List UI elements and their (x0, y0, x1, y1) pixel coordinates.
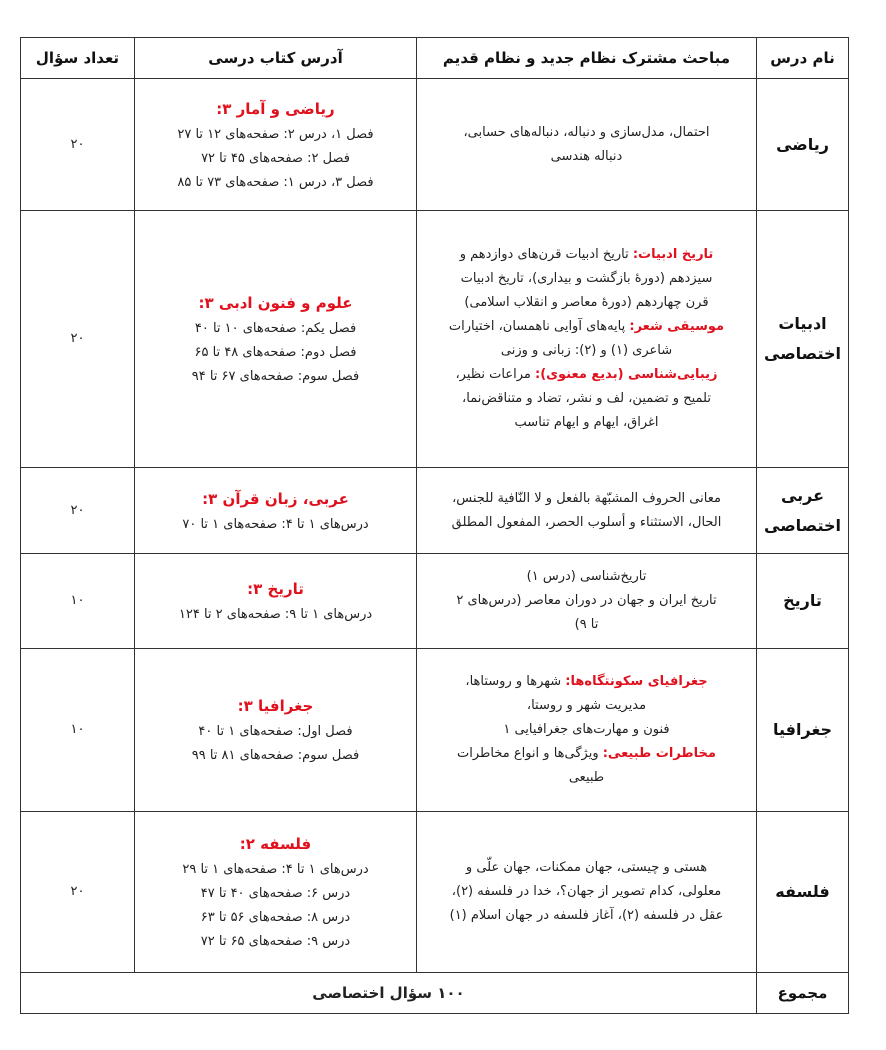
topic-text: تاریخ ادبیات قرن‌های دوازدهم و (459, 247, 633, 262)
address-line: فصل ۱، درس ۲: صفحه‌های ۱۲ تا ۲۷ (177, 126, 374, 142)
address-line: فصل دوم: صفحه‌های ۴۸ تا ۶۵ (194, 345, 357, 360)
exam-topics-table (20, 37, 849, 1014)
topic-line (423, 267, 750, 291)
topic-text: مراعات نظیر، (455, 367, 535, 382)
table-row (21, 649, 849, 812)
book-title: فلسفه ۲: (239, 835, 312, 853)
topic-text: معانی الحروف المشبّهة بالفعل و لا النّافیة للجنس، (452, 490, 721, 506)
address-line: درس ۸: صفحه‌های ۵۶ تا ۶۳ (200, 910, 351, 925)
topic-line (423, 670, 750, 694)
topic-heading: جغرافیای سکونتگاه‌ها: (565, 674, 708, 689)
topics-cell (417, 554, 757, 649)
topic-text: تا ۹) (574, 617, 599, 632)
subject-name-line: ریاضی (776, 134, 829, 154)
topic-line (423, 742, 750, 766)
address-cell (135, 649, 417, 812)
topic-text: اغراق، ایهام و ایهام تناسب (514, 415, 659, 430)
subject-name-line: اختصاصی (764, 344, 841, 363)
total-label: مجموع (757, 973, 849, 1014)
topic-line (423, 565, 750, 589)
address-cell (135, 554, 417, 649)
subject-name (757, 649, 849, 812)
subject-name (757, 554, 849, 649)
header-topics: مباحث مشترک نظام جدید و نظام قدیم (417, 38, 757, 79)
topics-cell (417, 649, 757, 812)
address-cell (135, 468, 417, 554)
topic-line (423, 387, 750, 411)
subject-name-line: عربی (780, 485, 825, 505)
subject-name (757, 79, 849, 211)
topics-cell (417, 468, 757, 554)
topic-line (423, 856, 750, 880)
subject-name-line: تاریخ (783, 591, 822, 610)
header-row (21, 38, 849, 79)
question-count: ۲۰ (21, 79, 135, 211)
subject-name (757, 211, 849, 468)
address-line: درس ۹: صفحه‌های ۶۵ تا ۷۲ (200, 934, 351, 949)
topic-text: عقل در فلسفه (۲)، آغاز فلسفه در جهان اسلام (۱) (449, 908, 724, 923)
address-line: درس ۶: صفحه‌های ۴۰ تا ۴۷ (200, 886, 351, 901)
topic-text: طبیعی (568, 770, 605, 785)
topics-cell (417, 812, 757, 973)
address-line: فصل سوم: صفحه‌های ۸۱ تا ۹۹ (191, 748, 360, 763)
topic-text: مدیریت شهر و روستا، (526, 698, 647, 713)
topic-line (423, 880, 750, 904)
topic-line (423, 411, 750, 435)
topic-heading: تاریخ ادبیات: (632, 247, 714, 262)
topics-cell (417, 79, 757, 211)
topic-line (423, 613, 750, 637)
topic-line (423, 766, 750, 790)
topic-line (423, 694, 750, 718)
topic-line (423, 291, 750, 315)
book-title: ریاضی و آمار ۳: (216, 99, 335, 118)
topic-text: دنباله هندسی (550, 148, 623, 164)
address-line: فصل یکم: صفحه‌های ۱۰ تا ۴۰ (194, 321, 357, 336)
topic-line (423, 243, 750, 267)
topic-line (423, 904, 750, 928)
address-cell (135, 812, 417, 973)
question-count: ۱۰ (21, 554, 135, 649)
address-line: درس‌های ۱ تا ۴: صفحه‌های ۱ تا ۷۰ (182, 516, 369, 532)
topic-text: تاریخ‌شناسی (درس ۱) (526, 569, 647, 584)
address-line: فصل ۲: صفحه‌های ۴۵ تا ۷۲ (201, 150, 350, 166)
topic-text: سیزدهم (دورهٔ بازگشت و بیداری)، تاریخ ادبیات (460, 271, 713, 286)
topic-text: شهرها و روستاها، (465, 674, 566, 689)
table-row (21, 812, 849, 973)
address-cell (135, 79, 417, 211)
topic-line (423, 121, 750, 145)
header-count: تعداد سؤال (21, 38, 135, 79)
question-count: ۲۰ (21, 812, 135, 973)
topic-text: ویژگی‌ها و انواع مخاطرات (457, 746, 603, 761)
header-address: آدرس کتاب درسی (135, 38, 417, 79)
topic-text: احتمال، مدل‌سازی و دنباله، دنباله‌های حسابی، (463, 124, 710, 140)
address-cell (135, 211, 417, 468)
topic-line (423, 315, 750, 339)
topic-heading: زیبایی‌شناسی (بدیع معنوی): (535, 367, 718, 382)
topic-text: تاریخ ایران و جهان در دوران معاصر (درس‌های ۲ (456, 593, 717, 608)
question-count: ۲۰ (21, 211, 135, 468)
topic-line (423, 511, 750, 535)
total-row (21, 973, 849, 1014)
table-row (21, 468, 849, 554)
topic-line (423, 718, 750, 742)
book-title: عربی، زبان قرآن ۳: (202, 489, 349, 508)
book-title: علوم و فنون ادبی ۳: (198, 294, 353, 312)
topic-text: تلمیح و تضمین، لف و نشر، تضاد و متناقض‌نما، (462, 391, 711, 406)
address-line: فصل ۳، درس ۱: صفحه‌های ۷۳ تا ۸۵ (177, 174, 374, 190)
address-line: درس‌های ۱ تا ۴: صفحه‌های ۱ تا ۲۹ (182, 862, 369, 877)
topic-line (423, 589, 750, 613)
topic-heading: موسیقی شعر: (629, 319, 725, 334)
question-count: ۱۰ (21, 649, 135, 812)
subject-name (757, 468, 849, 554)
topic-text: پایه‌های آوایی ناهمسان، اختیارات (448, 319, 630, 334)
subject-name-line: فلسفه (775, 882, 830, 901)
topic-text: فنون و مهارت‌های جغرافیایی ۱ (503, 722, 670, 737)
table-row (21, 79, 849, 211)
topic-text: معلولی، کدام تصویر از جهان؟، خدا در فلسفه (۲)، (451, 884, 722, 899)
address-line: فصل اول: صفحه‌های ۱ تا ۴۰ (198, 724, 353, 739)
subject-name-line: اختصاصی (764, 515, 841, 535)
topic-heading: مخاطرات طبیعی: (602, 746, 716, 761)
address-line: فصل سوم: صفحه‌های ۶۷ تا ۹۴ (191, 369, 360, 384)
topics-cell (417, 211, 757, 468)
subject-name-line: جغرافیا (772, 720, 832, 739)
question-count: ۲۰ (21, 468, 135, 554)
subject-name-line: ادبیات (778, 314, 827, 333)
topic-line (423, 145, 750, 169)
address-line: درس‌های ۱ تا ۹: صفحه‌های ۲ تا ۱۲۴ (178, 607, 373, 622)
topic-line (423, 363, 750, 387)
topic-text: قرن چهاردهم (دورهٔ معاصر و انقلاب اسلامی) (464, 295, 709, 310)
topic-text: شاعری (۱) و (۲): زبانی و وزنی (500, 343, 673, 358)
subject-name (757, 812, 849, 973)
header-name: نام درس (757, 38, 849, 79)
topic-text: الحال، الاستثناء و أسلوب الحصر، المفعول المطلق (451, 514, 722, 530)
total-value: ۱۰۰ سؤال اختصاصی (21, 973, 757, 1014)
table-row (21, 211, 849, 468)
table-row (21, 554, 849, 649)
topic-line (423, 339, 750, 363)
book-title: جغرافیا ۳: (237, 697, 314, 715)
book-title: تاریخ ۳: (247, 580, 304, 598)
topic-line (423, 487, 750, 511)
topic-text: هستی و چیستی، جهان ممکنات، جهان علّی و (465, 860, 708, 875)
